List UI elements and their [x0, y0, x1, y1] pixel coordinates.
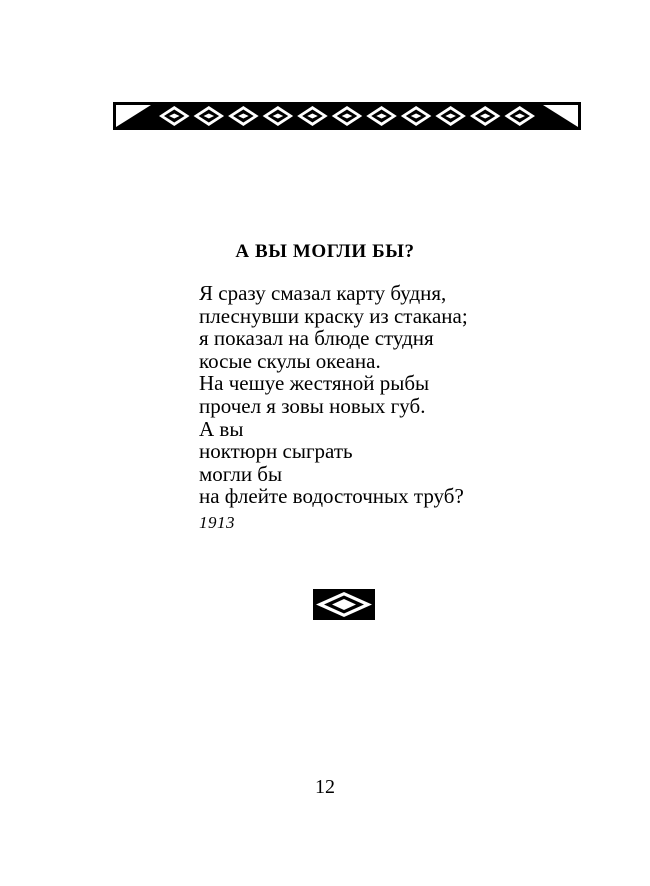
poem-line: на флейте водосточных труб? [199, 484, 464, 509]
page-number: 12 [315, 776, 335, 798]
poem-body [199, 282, 619, 508]
poem-line: прочел я зовы новых губ. [199, 393, 426, 418]
top-ornament-band [113, 102, 581, 130]
diamond-ornament-icon [313, 589, 375, 620]
poem-line: ноктюрн сыграть [199, 439, 353, 464]
bottom-ornament [313, 589, 375, 620]
poem-line: А вы [199, 416, 244, 441]
poem-line: На чешуе жестяной рыбы [199, 371, 430, 396]
poem-year: 1913 [199, 513, 235, 532]
poem-line: Я сразу смазал карту будня, [199, 281, 447, 305]
poem-line: плеснувши краску из стакана; [199, 303, 468, 328]
poem-title: А ВЫ МОГЛИ БЫ? [235, 241, 415, 262]
poem-line: могли бы [199, 461, 283, 486]
poem-line: косые скулы океана. [199, 348, 381, 373]
poem-line: я показал на блюде студня [199, 326, 434, 351]
ornament-band-icon [113, 102, 581, 130]
